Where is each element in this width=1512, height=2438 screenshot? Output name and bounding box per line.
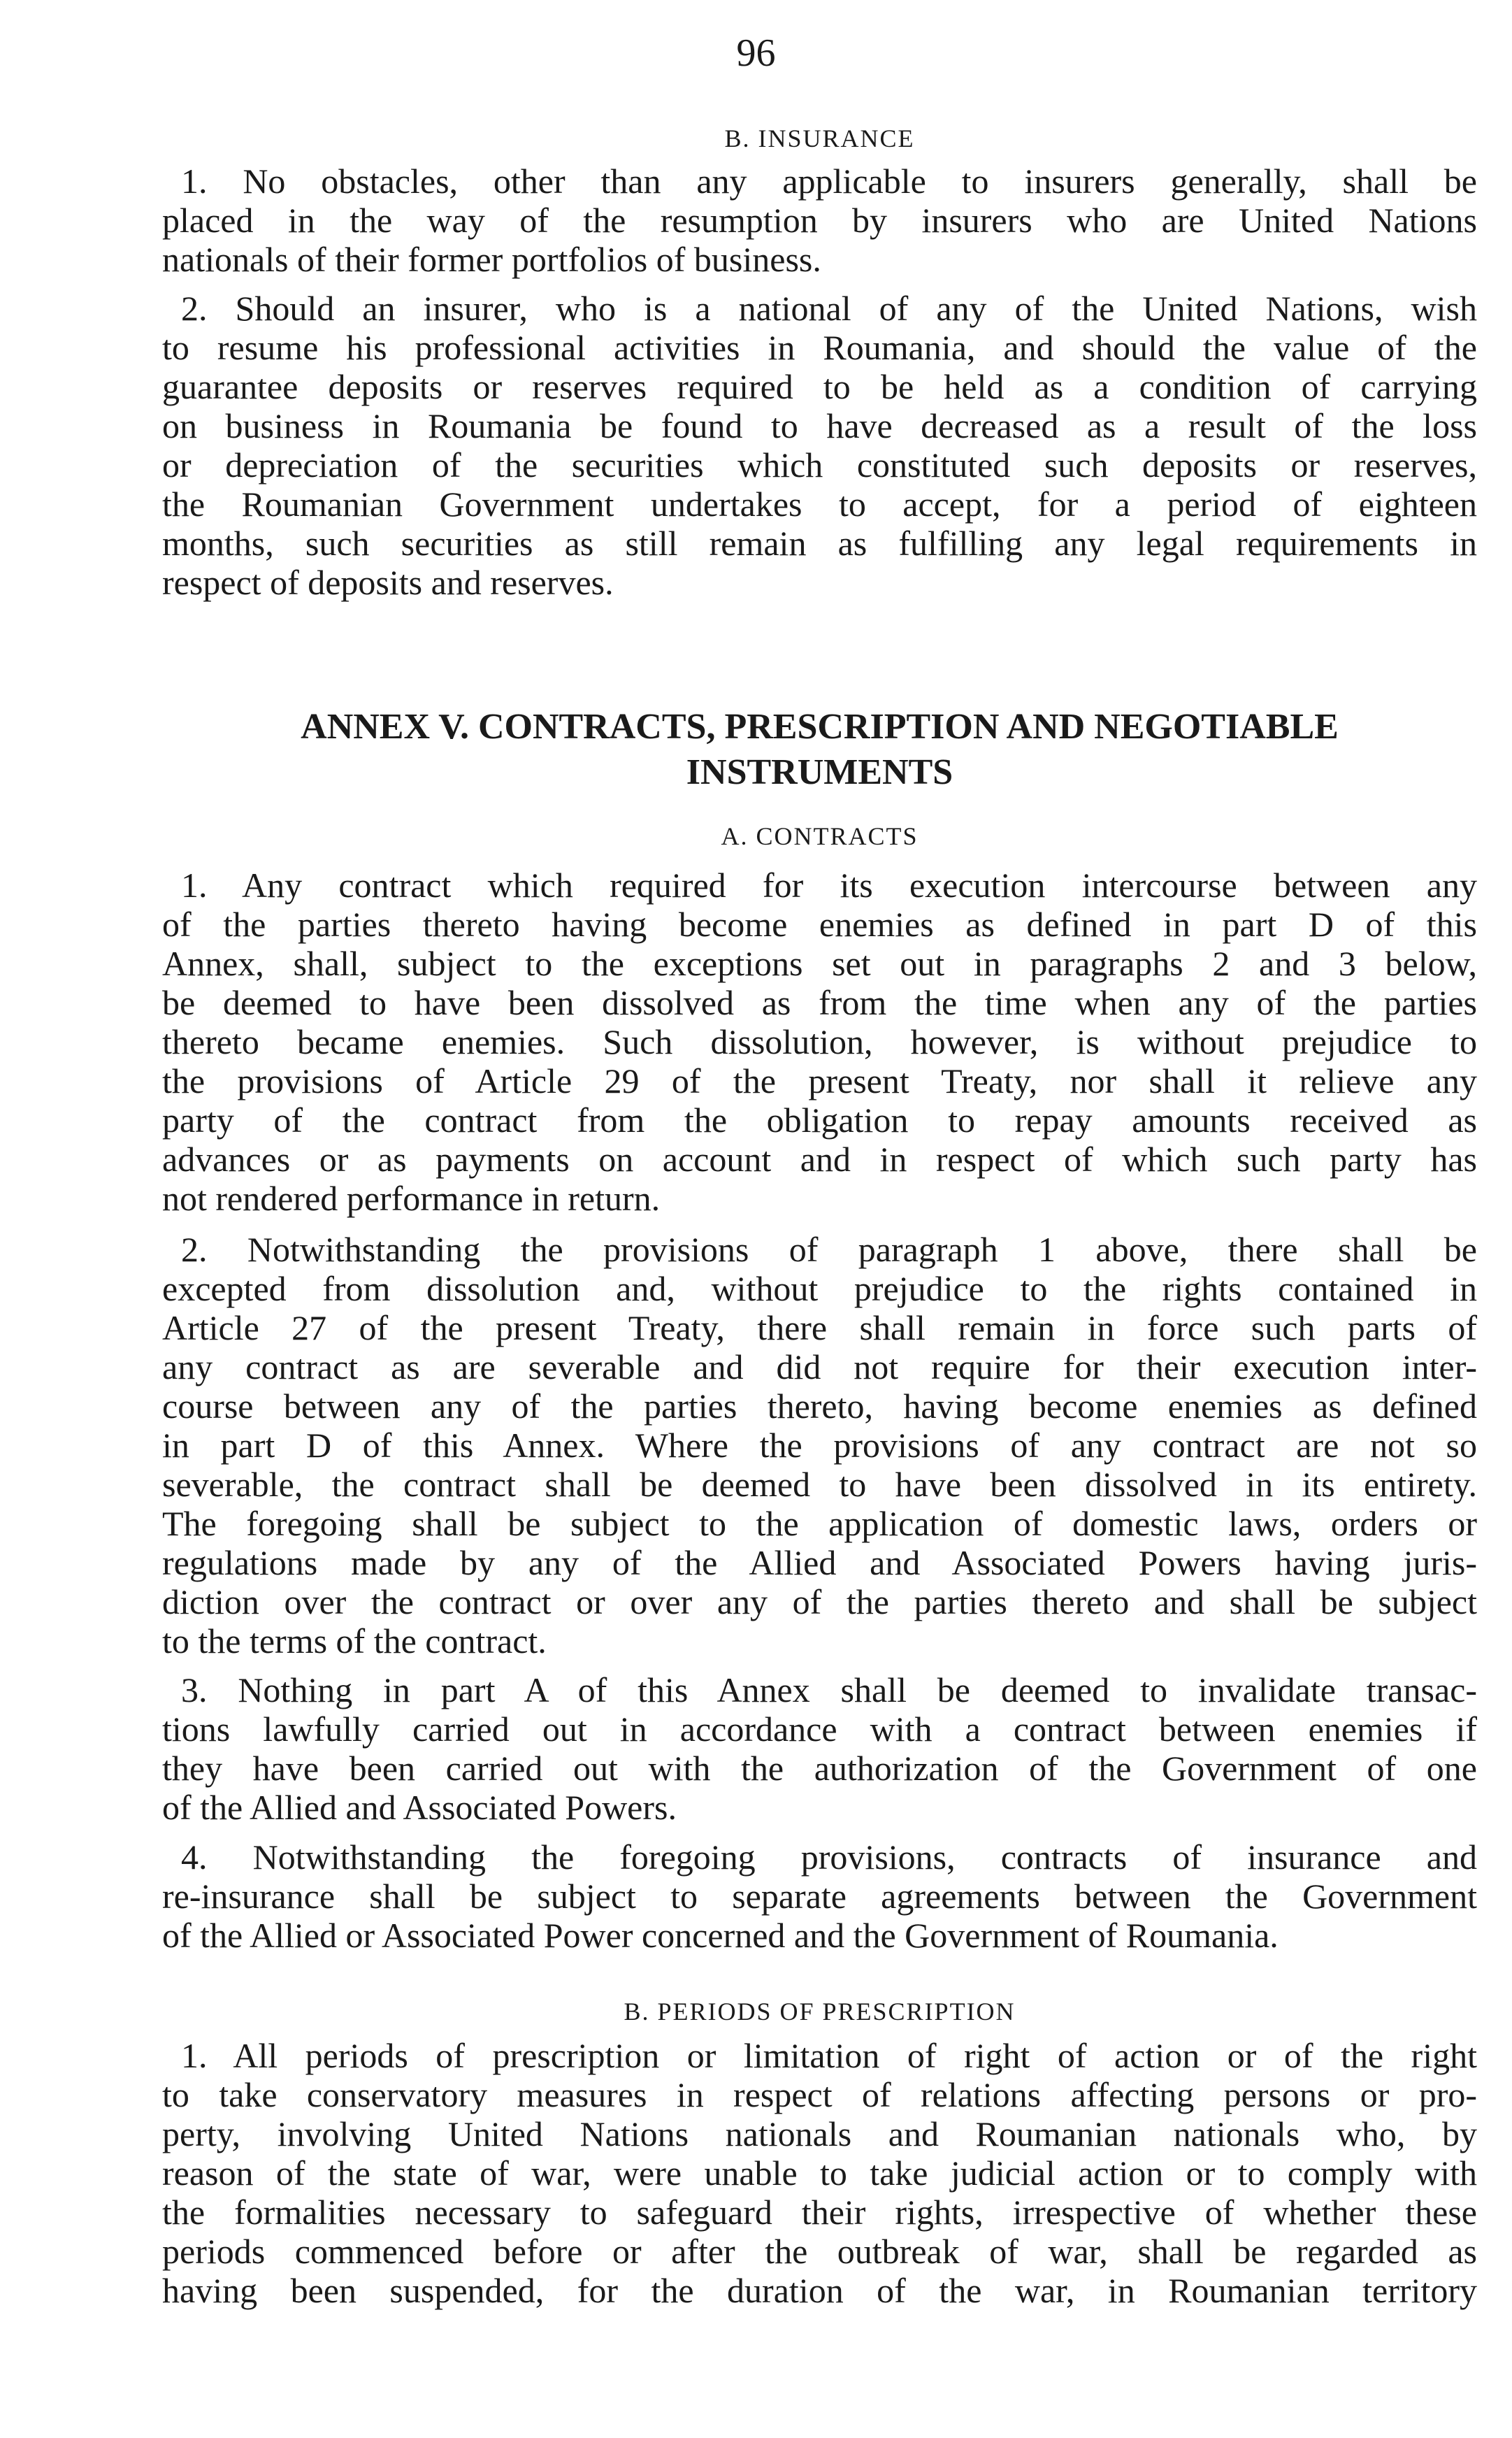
text-line: nationals of their former portfolios of business. xyxy=(162,240,821,279)
text-line: they have been carried out with the authorization of the Government of one xyxy=(162,1749,1477,1788)
text-line: guarantee deposits or reserves required to be held as a condition of carrying xyxy=(162,367,1477,406)
text-line: of the Allied and Associated Powers. xyxy=(162,1788,677,1827)
text-line: the Roumanian Government undertakes to accept, for a period of eighteen xyxy=(162,485,1477,524)
paragraph xyxy=(162,289,1477,602)
text-line: placed in the way of the resumption by insurers who are United Nations xyxy=(162,201,1477,240)
text-line: 1. No obstacles, other than any applicable to insurers generally, shall be xyxy=(181,162,1477,201)
text-line: Annex, shall, subject to the exceptions set out in paragraphs 2 and 3 below, xyxy=(162,944,1477,983)
text-line: Article 27 of the present Treaty, there shall remain in force such parts of xyxy=(162,1308,1477,1347)
text-line: be deemed to have been dissolved as from the time when any of the parties xyxy=(162,983,1477,1022)
text-line: party of the contract from the obligation to repay amounts received as xyxy=(162,1100,1477,1140)
text-line: diction over the contract or over any of the parties thereto and shall be subject xyxy=(162,1582,1477,1621)
text-line: months, such securities as still remain as fulfilling any legal requirements in xyxy=(162,524,1477,563)
text-line: to take conservatory measures in respect of relations affecting persons or pro- xyxy=(162,2075,1477,2114)
section-heading-prescription: B. PERIODS OF PRESCRIPTION xyxy=(624,1998,1016,2025)
text-line: of the parties thereto having become enemies as defined in part D of this xyxy=(162,905,1477,944)
text-line: re-insurance shall be subject to separate agreements between the Government xyxy=(162,1877,1477,1916)
text-line: The foregoing shall be subject to the application of domestic laws, orders or xyxy=(162,1504,1477,1543)
text-line: advances or as payments on account and in respect of which such party has xyxy=(162,1140,1477,1179)
text-line: 2. Should an insurer, who is a national of any of the United Nations, wish xyxy=(181,289,1477,328)
paragraph xyxy=(162,2036,1477,2310)
text-line: 3. Nothing in part A of this Annex shall be deemed to invalidate transac- xyxy=(181,1670,1477,1709)
paragraph xyxy=(162,1837,1477,1955)
paragraph xyxy=(162,866,1477,1218)
text-line: thereto became enemies. Such dissolution, however, is without prejudice to xyxy=(162,1022,1477,1061)
text-line: severable, the contract shall be deemed to have been dissolved in its entirety. xyxy=(162,1465,1477,1504)
paragraph xyxy=(162,1230,1477,1661)
text-line: of the Allied or Associated Power concerned and the Government of Roumania. xyxy=(162,1916,1279,1955)
annex-title-line: ANNEX V. CONTRACTS, PRESCRIPTION AND NEGOTIABLE xyxy=(301,707,1339,747)
text-line: any contract as are severable and did not require for their execution inter- xyxy=(162,1347,1477,1386)
text-line: the formalities necessary to safeguard their rights, irrespective of whether these xyxy=(162,2193,1477,2232)
section-heading-insurance: B. INSURANCE xyxy=(724,124,915,152)
annex-title xyxy=(162,704,1477,795)
text-line: reason of the state of war, were unable to take judicial action or to comply with xyxy=(162,2153,1477,2193)
text-line: on business in Roumania be found to have decreased as a result of the loss xyxy=(162,406,1477,445)
text-line: course between any of the parties thereto, having become enemies as defined xyxy=(162,1386,1477,1426)
annex-title-line: INSTRUMENTS xyxy=(686,752,953,792)
text-line: the provisions of Article 29 of the present Treaty, nor shall it relieve any xyxy=(162,1061,1477,1100)
text-line: excepted from dissolution and, without prejudice to the rights contained in xyxy=(162,1269,1477,1308)
text-line: to the terms of the contract. xyxy=(162,1621,547,1661)
text-line: or depreciation of the securities which constituted such deposits or reserves, xyxy=(162,445,1477,485)
text-line: 1. All periods of prescription or limitation of right of action or of the right xyxy=(181,2036,1477,2075)
text-line: respect of deposits and reserves. xyxy=(162,563,614,602)
text-line: not rendered performance in return. xyxy=(162,1179,661,1218)
text-line: perty, involving United Nations nationals and Roumanian nationals who, by xyxy=(162,2114,1477,2153)
text-line: to resume his professional activities in Roumania, and should the value of the xyxy=(162,328,1477,367)
text-line: regulations made by any of the Allied and Associated Powers having juris- xyxy=(162,1543,1477,1582)
text-line: having been suspended, for the duration of the war, in Roumanian territory xyxy=(162,2271,1477,2310)
text-line: 4. Notwithstanding the foregoing provisions, contracts of insurance and xyxy=(181,1837,1477,1877)
text-line: 2. Notwithstanding the provisions of paragraph 1 above, there shall be xyxy=(181,1230,1477,1269)
paragraph xyxy=(162,1670,1477,1827)
paragraph xyxy=(162,162,1477,279)
text-line: 1. Any contract which required for its execution intercourse between any xyxy=(181,866,1477,905)
text-line: in part D of this Annex. Where the provisions of any contract are not so xyxy=(162,1426,1477,1465)
section-heading-contracts: A. CONTRACTS xyxy=(721,822,919,850)
text-line: tions lawfully carried out in accordance with a contract between enemies if xyxy=(162,1709,1477,1749)
page-number: 96 xyxy=(736,31,776,75)
text-line: periods commenced before or after the outbreak of war, shall be regarded as xyxy=(162,2232,1477,2271)
